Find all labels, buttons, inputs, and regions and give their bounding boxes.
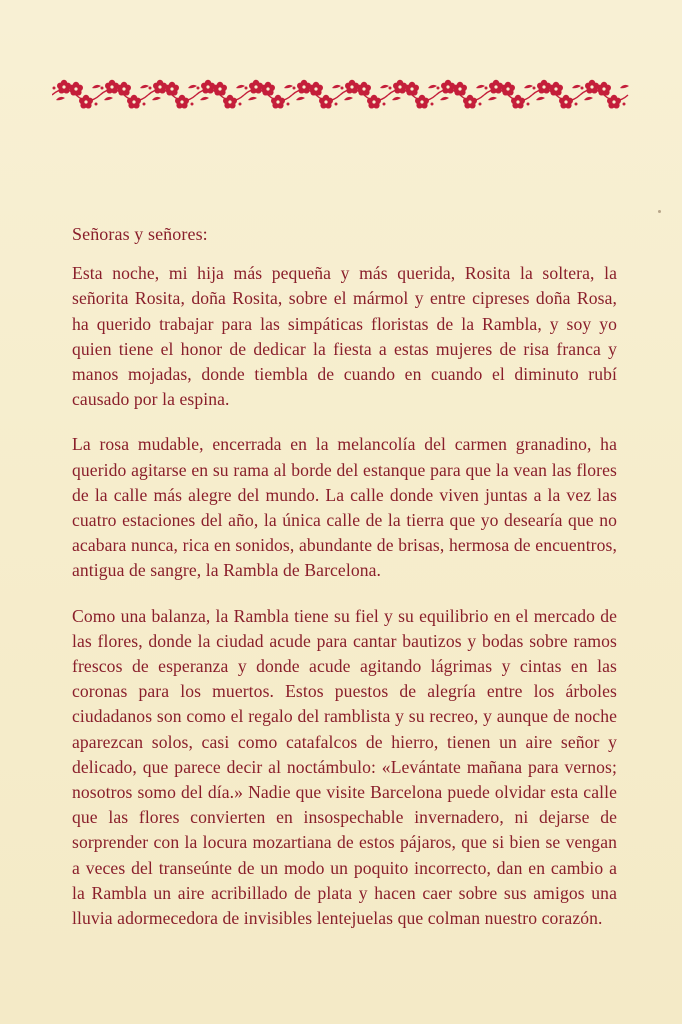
paragraph-1: Esta noche, mi hija más pequeña y más querida, Rosita la soltera, la señorita Rosita, doña Rosita, sobre el mármol y entre cipreses doña Rosa, ha querido trabajar para las simpáticas floristas de la Rambla, y soy yo quien tiene el honor de dedicar la fiesta a estas mujeres de risa franca y manos mojadas, donde tiembla de cuando en cuando el diminuto rubí causado por la espina. xyxy=(72,263,617,410)
salutation: Señoras y señores: xyxy=(72,224,208,244)
paragraph-3: Como una balanza, la Rambla tiene su fiel y su equilibrio en el mercado de las flores, donde la ciudad acude para cantar bautizos y bodas sobre ramos frescos de esperanza y donde acude agitando lágrimas y cintas en las coronas para los muertos. Estos puestos de alegría entre los árboles ciudadanos son como el regalo del ramblista y su recreo, y aunque de noche aparezcan solos, casi como catafalcos de hierro, tienen un aire señor y delicado, que parece decir al noctámbulo: «Levántate mañana para vernos; nosotros somo del día.» Nadie que visite Barcelona puede olvidar esta calle que las flores convierten en insospechable invernadero, ni dejarse de sorprender con la locura mozartiana de estos pájaros, que si bien se vengan a veces del transeúnte de un modo un poquito incorrecto, dan en cambio a la Rambla un aire acribillado de plata y hacen caer sobre sus amigos una lluvia adormecedora de invisibles lentejuelas que colman nuestro corazón. xyxy=(72,605,617,929)
body-text xyxy=(72,222,617,951)
paper-speck xyxy=(658,210,661,213)
floral-border-icon xyxy=(52,78,638,112)
paragraph-2: La rosa mudable, encerrada en la melancolía del carmen granadino, ha querido agitarse en su rama al borde del estanque para que la vean las flores de la calle más alegre del mundo. La calle donde viven juntas a la vez las cuatro estaciones del año, la única calle de la tierra que yo desearía que no acabara nunca, rica en sonidos, abundante de brisas, hermosa de encuentros, antigua de sangre, la Rambla de Barcelona. xyxy=(72,434,617,581)
